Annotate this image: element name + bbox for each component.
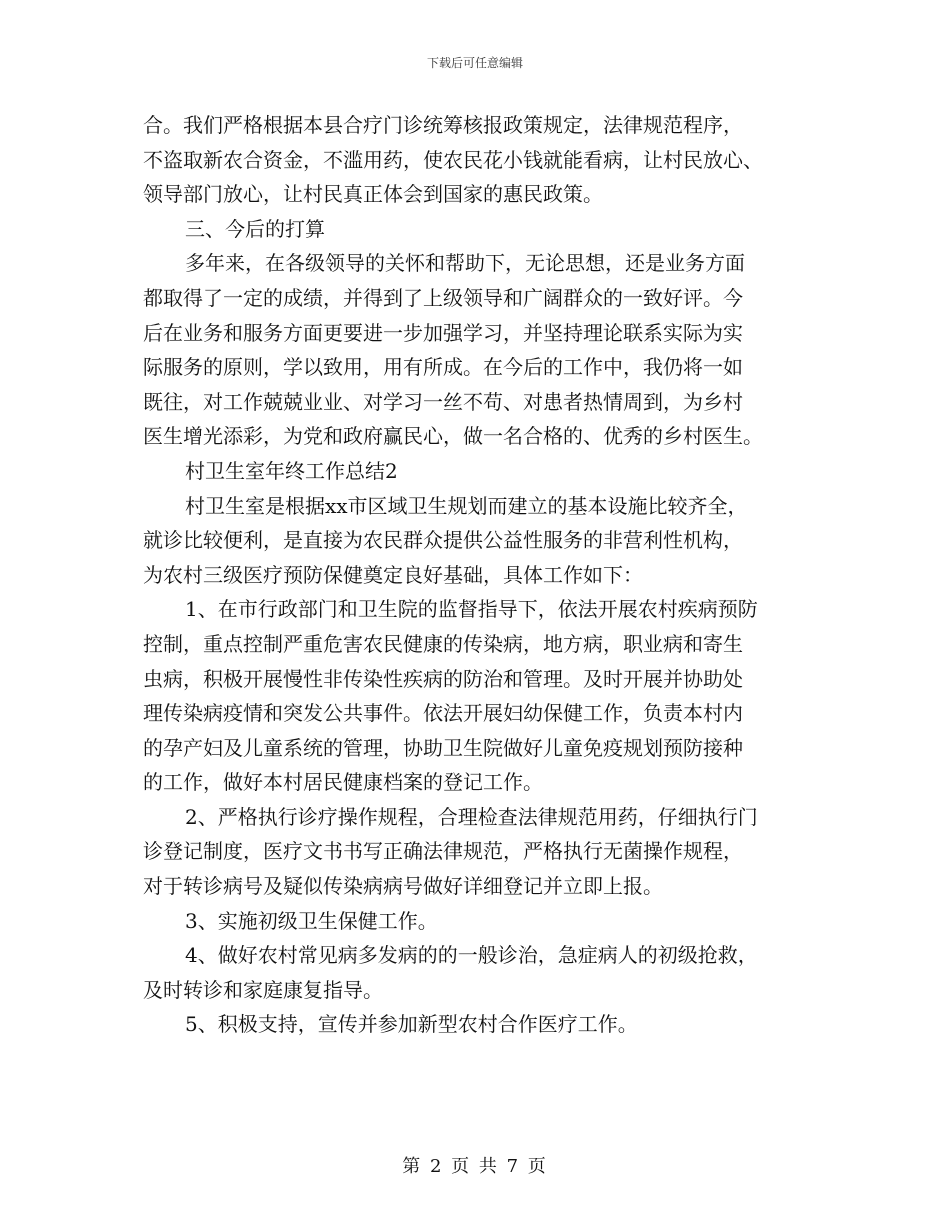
text-line: 控制，重点控制严重危害农民健康的传染病，地方病，职业病和寄生 [143,631,743,656]
text-line: 就诊比较便利，是直接为农民群众提供公益性服务的非营利性机构， [143,528,743,553]
text-line: 及时转诊和家庭康复指导。 [143,977,383,1002]
text-line: 三、今后的打算 [185,216,325,241]
text-line: 虫病，积极开展慢性非传染性疾病的防治和管理。及时开展并协助处 [143,666,743,691]
text-line: 的孕产妇及儿童系统的管理，协助卫生院做好儿童免疫规划预防接种 [143,735,743,760]
page-footer: 第 2 页 共 7 页 [402,1156,548,1177]
text-line: 4、做好农村常见病多发病的的一般诊治，急症病人的初级抢救， [185,943,758,968]
text-line: 村卫生室是根据xx市区域卫生规划而建立的基本设施比较齐全， [185,493,748,518]
text-line: 为农村三级医疗预防保健奠定良好基础，具体工作如下： [143,562,643,587]
text-line: 既往，对工作兢兢业业、对学习一丝不苟、对患者热情周到，为乡村 [143,389,743,414]
text-line: 医生增光添彩，为党和政府赢民心，做一名合格的、优秀的乡村医生。 [143,424,763,449]
text-line: 的工作，做好本村居民健康档案的登记工作。 [143,770,543,795]
text-line: 村卫生室年终工作总结2 [185,458,398,483]
text-line: 都取得了一定的成绩，并得到了上级领导和广阔群众的一致好评。今 [143,285,743,310]
text-line: 际服务的原则，学以致用，用有所成。在今后的工作中，我仍将一如 [143,355,743,380]
text-line: 3、实施初级卫生保健工作。 [185,908,438,933]
text-line: 理传染病疫情和突发公共事件。依法开展妇幼保健工作，负责本村内 [143,701,743,726]
text-line: 多年来，在各级领导的关怀和帮助下，无论思想，还是业务方面 [185,251,745,276]
text-line: 5、积极支持，宣传并参加新型农村合作医疗工作。 [185,1012,638,1037]
text-line: 领导部门放心，让村民真正体会到国家的惠民政策。 [143,182,603,207]
text-line: 后在业务和服务方面更要进一步加强学习，并坚持理论联系实际为实 [143,320,743,345]
text-line: 不盗取新农合资金，不滥用药，使农民花小钱就能看病，让村民放心、 [143,147,763,172]
document-body [143,108,813,1042]
text-line: 合。我们严格根据本县合疗门诊统筹核报政策规定，法律规范程序， [143,113,743,137]
text-line: 对于转诊病号及疑似传染病病号做好详细登记并立即上报。 [143,874,663,899]
page-header: 下载后可任意编辑 [426,56,523,70]
text-line: 2、严格执行诊疗操作规程，合理检查法律规范用药，仔细执行门 [185,804,758,829]
text-line: 诊登记制度，医疗文书书写正确法律规范，严格执行无菌操作规程， [143,839,743,864]
text-line: 1、在市行政部门和卫生院的监督指导下，依法开展农村疾病预防 [185,597,758,622]
